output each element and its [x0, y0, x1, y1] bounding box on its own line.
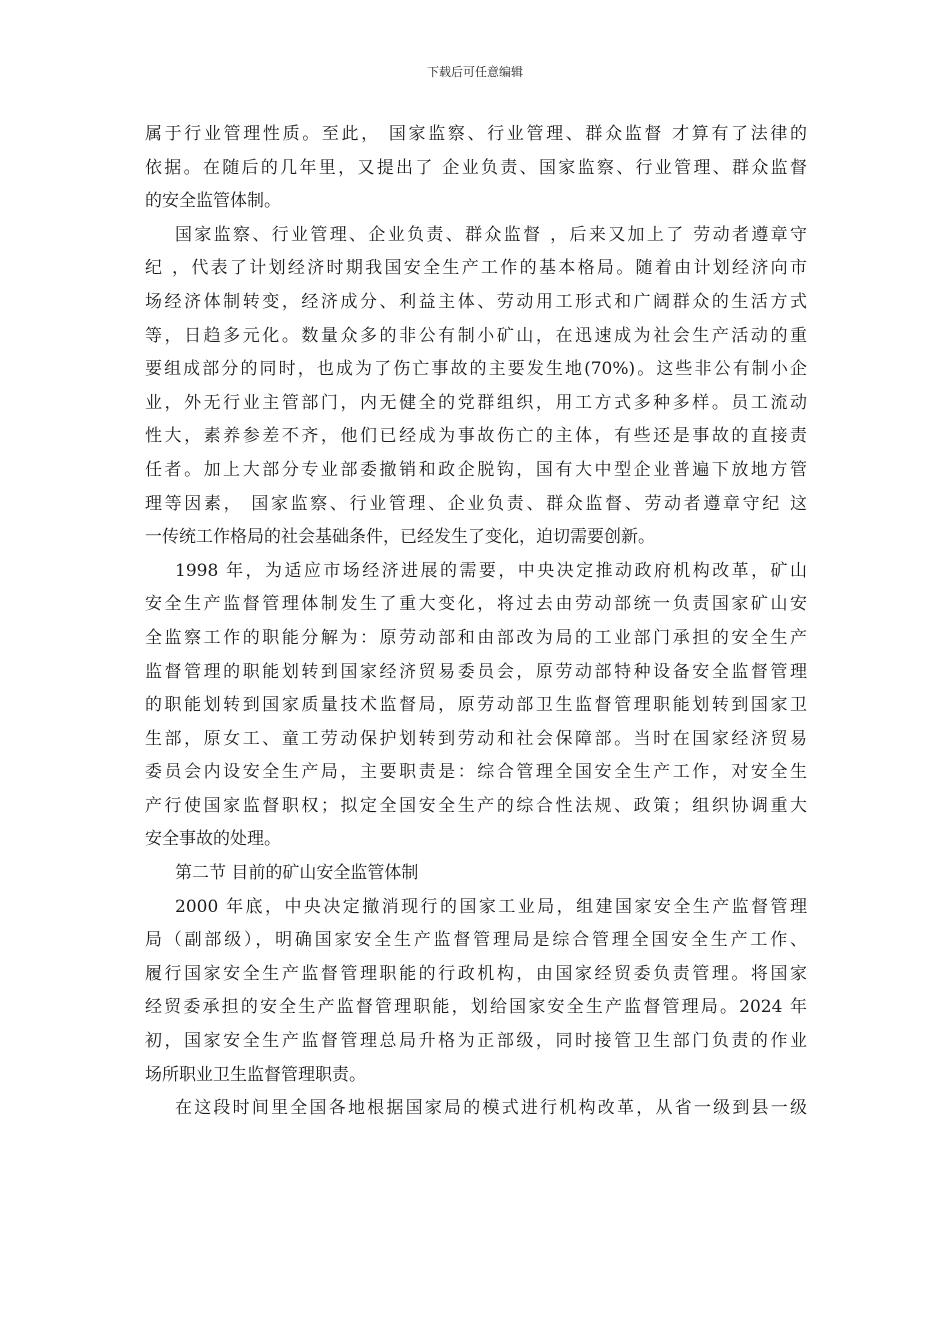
document-body [145, 118, 807, 1126]
text-line: 在这段时间里全国各地根据国家局的模式进行机构改革，从省一级到县一级 [175, 1098, 807, 1119]
paragraph [145, 219, 807, 555]
text-line: 要组成部分的同时，也成为了伤亡事故的主要发生地(70%)。这些非公有制小企 [145, 359, 807, 380]
text-line: 国家监察、行业管理、企业负责、群众监督 ，后来又加上了 劳动者遵章守 [175, 224, 807, 245]
text-line: 一传统工作格局的社会基础条件，已经发生了变化，迫切需要创新。 [145, 527, 655, 548]
text-line: 产行使国家监督职权；拟定全国安全生产的综合性法规、政策；组织协调重大 [145, 795, 807, 816]
page-header: 下载后可任意编辑 [426, 65, 523, 79]
text-line: 安全事故的处理。 [145, 829, 281, 850]
text-line: 纪 ，代表了计划经济时期我国安全生产工作的基本格局。随着由计划经济向市 [145, 258, 807, 279]
text-line: 属于行业管理性质。至此， 国家监察、行业管理、群众监督 才算有了法律的 [145, 124, 807, 144]
text-line: 履行国家安全生产监督管理职能的行政机构，由国家经贸委负责管理。将国家 [145, 963, 807, 984]
text-line: 依据。在随后的几年里，又提出了 企业负责、国家监察、行业管理、群众监督 [145, 157, 807, 178]
text-line: 业，外无行业主管部门，内无健全的党群组织，用工方式多种多样。员工流动 [145, 392, 807, 413]
text-line: 等，日趋多元化。数量众多的非公有制小矿山，在迅速成为社会生产活动的重 [145, 325, 807, 346]
text-line: 安全生产监督管理体制发生了重大变化，将过去由劳动部统一负责国家矿山安 [145, 594, 807, 615]
text-line: 2000 年底，中央决定撤消现行的国家工业局，组建国家安全生产监督管理 [175, 896, 807, 917]
section-heading [145, 857, 807, 891]
text-line: 任者。加上大部分专业部委撤销和政企脱钩，国有大中型企业普遍下放地方管 [145, 459, 807, 480]
text-line: 性大，素养参差不齐，他们已经成为事故伤亡的主体，有些还是事故的直接责 [145, 426, 807, 447]
paragraph [145, 118, 807, 219]
text-line: 初，国家安全生产监督管理总局升格为正部级，同时接管卫生部门负责的作业 [145, 1031, 807, 1052]
text-line: 1998 年，为适应市场经济进展的需要，中央决定推动政府机构改革，矿山 [175, 560, 807, 581]
text-line: 生部，原女工、童工劳动保护划转到劳动和社会保障部。当时在国家经济贸易 [145, 728, 807, 749]
text-line: 经贸委承担的安全生产监督管理职能，划给国家安全生产监督管理局。2024 年 [145, 997, 807, 1018]
text-line: 委员会内设安全生产局，主要职责是：综合管理全国安全生产工作，对安全生 [145, 762, 807, 783]
text-line: 局（副部级），明确国家安全生产监督管理局是综合管理全国安全生产工作、 [145, 930, 807, 951]
text-line: 场所职业卫生监督管理职责。 [145, 1064, 366, 1085]
paragraph [145, 1092, 807, 1126]
text-line: 场经济体制转变，经济成分、利益主体、劳动用工形式和广阔群众的生活方式 [145, 291, 807, 312]
paragraph [145, 555, 807, 857]
text-line: 监督管理的职能划转到国家经济贸易委员会，原劳动部特种设备安全监督管理 [145, 661, 807, 682]
text-line: 的安全监管体制。 [145, 191, 281, 212]
text-line: 的职能划转到国家质量技术监督局，原劳动部卫生监督管理职能划转到国家卫 [145, 695, 807, 716]
text-line: 全监察工作的职能分解为：原劳动部和由部改为局的工业部门承担的安全生产 [145, 627, 807, 648]
section-heading-text: 第二节 目前的矿山安全监管体制 [175, 863, 419, 884]
text-line: 理等因素， 国家监察、行业管理、企业负责、群众监督、劳动者遵章守纪 这 [145, 493, 807, 514]
paragraph [145, 891, 807, 1093]
